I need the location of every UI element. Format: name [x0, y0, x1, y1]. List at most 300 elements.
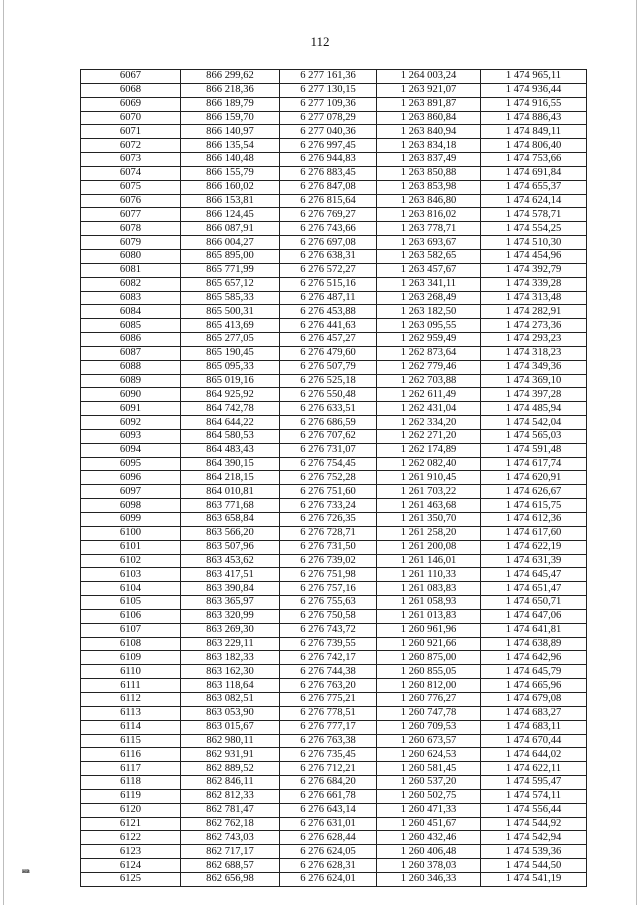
table-row	[81, 748, 587, 762]
table-row	[81, 762, 587, 776]
y-coordinate-cell: 6 277 040,36	[280, 125, 377, 139]
y-msk-cell: 1 474 339,28	[481, 277, 587, 291]
y-msk-cell: 1 474 454,96	[481, 249, 587, 263]
point-number-cell: 6118	[81, 776, 181, 790]
y-msk-cell: 1 474 683,27	[481, 706, 587, 720]
point-number-cell: 6091	[81, 402, 181, 416]
y-coordinate-cell: 6 276 525,18	[280, 374, 377, 388]
x-msk-cell: 1 262 959,49	[377, 333, 481, 347]
point-number-cell: 6124	[81, 859, 181, 873]
point-number-cell: 6084	[81, 305, 181, 319]
x-msk-cell: 1 263 816,02	[377, 208, 481, 222]
y-msk-cell: 1 474 655,37	[481, 180, 587, 194]
x-coordinate-cell: 863 453,62	[181, 554, 280, 568]
table-row	[81, 554, 587, 568]
y-msk-cell: 1 474 565,03	[481, 429, 587, 443]
x-coordinate-cell: 862 931,91	[181, 748, 280, 762]
x-coordinate-cell: 862 688,57	[181, 859, 280, 873]
y-msk-cell: 1 474 620,91	[481, 471, 587, 485]
table-row	[81, 776, 587, 790]
y-coordinate-cell: 6 276 628,44	[280, 831, 377, 845]
x-coordinate-cell: 866 153,81	[181, 194, 280, 208]
point-number-cell: 6076	[81, 194, 181, 208]
x-coordinate-cell: 866 140,48	[181, 153, 280, 167]
y-msk-cell: 1 474 544,92	[481, 817, 587, 831]
point-number-cell: 6072	[81, 139, 181, 153]
point-number-cell: 6107	[81, 623, 181, 637]
y-coordinate-cell: 6 276 550,48	[280, 388, 377, 402]
y-msk-cell: 1 474 392,79	[481, 263, 587, 277]
y-msk-cell: 1 474 554,25	[481, 222, 587, 236]
x-coordinate-cell: 865 585,33	[181, 291, 280, 305]
point-number-cell: 6099	[81, 513, 181, 527]
y-coordinate-cell: 6 276 744,38	[280, 665, 377, 679]
table-row	[81, 637, 587, 651]
y-msk-cell: 1 474 544,50	[481, 859, 587, 873]
y-coordinate-cell: 6 276 743,72	[280, 623, 377, 637]
x-msk-cell: 1 264 003,24	[377, 70, 481, 84]
y-msk-cell: 1 474 645,47	[481, 568, 587, 582]
point-number-cell: 6109	[81, 651, 181, 665]
x-msk-cell: 1 260 961,96	[377, 623, 481, 637]
y-msk-cell: 1 474 916,55	[481, 97, 587, 111]
point-number-cell: 6098	[81, 499, 181, 513]
x-coordinate-cell: 863 082,51	[181, 692, 280, 706]
y-coordinate-cell: 6 276 944,83	[280, 153, 377, 167]
y-coordinate-cell: 6 276 707,62	[280, 429, 377, 443]
x-msk-cell: 1 262 703,88	[377, 374, 481, 388]
coordinates-table-body	[81, 70, 587, 887]
x-msk-cell: 1 263 341,11	[377, 277, 481, 291]
y-coordinate-cell: 6 277 161,36	[280, 70, 377, 84]
table-row	[81, 651, 587, 665]
y-coordinate-cell: 6 276 752,28	[280, 471, 377, 485]
table-row	[81, 319, 587, 333]
x-msk-cell: 1 261 200,08	[377, 540, 481, 554]
y-msk-cell: 1 474 273,36	[481, 319, 587, 333]
x-msk-cell: 1 261 146,01	[377, 554, 481, 568]
point-number-cell: 6071	[81, 125, 181, 139]
y-msk-cell: 1 474 936,44	[481, 83, 587, 97]
x-coordinate-cell: 863 162,30	[181, 665, 280, 679]
x-coordinate-cell: 866 189,79	[181, 97, 280, 111]
y-msk-cell: 1 474 542,04	[481, 416, 587, 430]
point-number-cell: 6093	[81, 429, 181, 443]
point-number-cell: 6114	[81, 720, 181, 734]
x-msk-cell: 1 263 921,07	[377, 83, 481, 97]
y-coordinate-cell: 6 276 815,64	[280, 194, 377, 208]
y-msk-cell: 1 474 647,06	[481, 609, 587, 623]
table-row	[81, 609, 587, 623]
point-number-cell: 6112	[81, 692, 181, 706]
table-row	[81, 194, 587, 208]
x-msk-cell: 1 260 378,03	[377, 859, 481, 873]
point-number-cell: 6067	[81, 70, 181, 84]
x-coordinate-cell: 863 390,84	[181, 582, 280, 596]
x-msk-cell: 1 263 891,87	[377, 97, 481, 111]
point-number-cell: 6111	[81, 679, 181, 693]
y-msk-cell: 1 474 617,60	[481, 526, 587, 540]
x-msk-cell: 1 263 853,98	[377, 180, 481, 194]
point-number-cell: 6116	[81, 748, 181, 762]
y-msk-cell: 1 474 578,71	[481, 208, 587, 222]
x-coordinate-cell: 863 566,20	[181, 526, 280, 540]
point-number-cell: 6100	[81, 526, 181, 540]
x-coordinate-cell: 862 812,33	[181, 789, 280, 803]
point-number-cell: 6115	[81, 734, 181, 748]
point-number-cell: 6092	[81, 416, 181, 430]
y-coordinate-cell: 6 276 751,98	[280, 568, 377, 582]
point-number-cell: 6097	[81, 485, 181, 499]
y-coordinate-cell: 6 276 778,51	[280, 706, 377, 720]
table-row	[81, 513, 587, 527]
x-msk-cell: 1 262 271,20	[377, 429, 481, 443]
x-msk-cell: 1 260 747,78	[377, 706, 481, 720]
table-row	[81, 803, 587, 817]
x-coordinate-cell: 866 124,45	[181, 208, 280, 222]
table-row	[81, 471, 587, 485]
table-row	[81, 291, 587, 305]
table-row	[81, 540, 587, 554]
table-row	[81, 582, 587, 596]
x-msk-cell: 1 263 095,55	[377, 319, 481, 333]
table-row	[81, 831, 587, 845]
point-number-cell: 6119	[81, 789, 181, 803]
y-coordinate-cell: 6 276 628,31	[280, 859, 377, 873]
y-msk-cell: 1 474 691,84	[481, 166, 587, 180]
point-number-cell: 6086	[81, 333, 181, 347]
y-coordinate-cell: 6 277 130,15	[280, 83, 377, 97]
y-msk-cell: 1 474 369,10	[481, 374, 587, 388]
point-number-cell: 6122	[81, 831, 181, 845]
y-msk-cell: 1 474 282,91	[481, 305, 587, 319]
y-coordinate-cell: 6 276 726,35	[280, 513, 377, 527]
y-msk-cell: 1 474 965,11	[481, 70, 587, 84]
x-msk-cell: 1 262 431,04	[377, 402, 481, 416]
scan-edge-right	[636, 0, 637, 905]
y-coordinate-cell: 6 276 735,45	[280, 748, 377, 762]
x-coordinate-cell: 864 390,15	[181, 457, 280, 471]
x-coordinate-cell: 864 483,43	[181, 443, 280, 457]
y-msk-cell: 1 474 574,11	[481, 789, 587, 803]
x-msk-cell: 1 263 457,67	[377, 263, 481, 277]
y-msk-cell: 1 474 849,11	[481, 125, 587, 139]
table-row	[81, 429, 587, 443]
x-msk-cell: 1 263 837,49	[377, 153, 481, 167]
y-coordinate-cell: 6 276 754,45	[280, 457, 377, 471]
x-coordinate-cell: 863 771,68	[181, 499, 280, 513]
x-msk-cell: 1 260 537,20	[377, 776, 481, 790]
table-row	[81, 720, 587, 734]
x-msk-cell: 1 261 703,22	[377, 485, 481, 499]
point-number-cell: 6102	[81, 554, 181, 568]
x-msk-cell: 1 260 406,48	[377, 845, 481, 859]
point-number-cell: 6075	[81, 180, 181, 194]
point-number-cell: 6077	[81, 208, 181, 222]
y-msk-cell: 1 474 556,44	[481, 803, 587, 817]
y-msk-cell: 1 474 645,79	[481, 665, 587, 679]
table-row	[81, 374, 587, 388]
y-msk-cell: 1 474 642,96	[481, 651, 587, 665]
table-row	[81, 277, 587, 291]
x-msk-cell: 1 262 873,64	[377, 346, 481, 360]
y-msk-cell: 1 474 679,08	[481, 692, 587, 706]
x-msk-cell: 1 260 812,00	[377, 679, 481, 693]
x-msk-cell: 1 260 432,46	[377, 831, 481, 845]
x-coordinate-cell: 862 846,11	[181, 776, 280, 790]
x-msk-cell: 1 260 502,75	[377, 789, 481, 803]
x-coordinate-cell: 866 140,97	[181, 125, 280, 139]
y-coordinate-cell: 6 276 515,16	[280, 277, 377, 291]
y-coordinate-cell: 6 276 739,02	[280, 554, 377, 568]
table-row	[81, 249, 587, 263]
y-coordinate-cell: 6 276 742,17	[280, 651, 377, 665]
y-msk-cell: 1 474 510,30	[481, 236, 587, 250]
point-number-cell: 6108	[81, 637, 181, 651]
point-number-cell: 6113	[81, 706, 181, 720]
x-coordinate-cell: 865 277,05	[181, 333, 280, 347]
y-coordinate-cell: 6 276 457,27	[280, 333, 377, 347]
table-row	[81, 305, 587, 319]
table-row	[81, 360, 587, 374]
x-msk-cell: 1 263 778,71	[377, 222, 481, 236]
page-number: 112	[310, 34, 330, 49]
y-coordinate-cell: 6 276 997,45	[280, 139, 377, 153]
table-row	[81, 443, 587, 457]
table-row	[81, 845, 587, 859]
point-number-cell: 6081	[81, 263, 181, 277]
y-coordinate-cell: 6 276 731,50	[280, 540, 377, 554]
table-row	[81, 70, 587, 84]
table-row	[81, 568, 587, 582]
x-coordinate-cell: 864 580,53	[181, 429, 280, 443]
x-coordinate-cell: 863 658,84	[181, 513, 280, 527]
x-msk-cell: 1 261 013,83	[377, 609, 481, 623]
y-coordinate-cell: 6 276 643,14	[280, 803, 377, 817]
x-coordinate-cell: 863 269,30	[181, 623, 280, 637]
y-msk-cell: 1 474 349,36	[481, 360, 587, 374]
x-coordinate-cell: 866 004,27	[181, 236, 280, 250]
x-msk-cell: 1 262 334,20	[377, 416, 481, 430]
table-row	[81, 679, 587, 693]
y-coordinate-cell: 6 276 638,31	[280, 249, 377, 263]
x-coordinate-cell: 866 159,70	[181, 111, 280, 125]
y-msk-cell: 1 474 622,11	[481, 762, 587, 776]
x-msk-cell: 1 263 693,67	[377, 236, 481, 250]
y-coordinate-cell: 6 276 777,17	[280, 720, 377, 734]
y-msk-cell: 1 474 485,94	[481, 402, 587, 416]
table-row	[81, 416, 587, 430]
y-coordinate-cell: 6 276 624,05	[280, 845, 377, 859]
x-msk-cell: 1 261 083,83	[377, 582, 481, 596]
y-coordinate-cell: 6 276 712,21	[280, 762, 377, 776]
y-msk-cell: 1 474 539,36	[481, 845, 587, 859]
y-coordinate-cell: 6 276 739,55	[280, 637, 377, 651]
table-row	[81, 166, 587, 180]
point-number-cell: 6080	[81, 249, 181, 263]
point-number-cell: 6121	[81, 817, 181, 831]
table-row	[81, 263, 587, 277]
point-number-cell: 6103	[81, 568, 181, 582]
y-coordinate-cell: 6 277 078,29	[280, 111, 377, 125]
x-coordinate-cell: 864 218,15	[181, 471, 280, 485]
table-row	[81, 734, 587, 748]
point-number-cell: 6079	[81, 236, 181, 250]
x-msk-cell: 1 260 624,53	[377, 748, 481, 762]
y-coordinate-cell: 6 276 479,60	[280, 346, 377, 360]
y-msk-cell: 1 474 591,48	[481, 443, 587, 457]
point-number-cell: 6088	[81, 360, 181, 374]
x-msk-cell: 1 260 855,05	[377, 665, 481, 679]
x-coordinate-cell: 863 053,90	[181, 706, 280, 720]
y-coordinate-cell: 6 276 507,79	[280, 360, 377, 374]
x-coordinate-cell: 864 010,81	[181, 485, 280, 499]
y-coordinate-cell: 6 277 109,36	[280, 97, 377, 111]
y-msk-cell: 1 474 612,36	[481, 513, 587, 527]
point-number-cell: 6073	[81, 153, 181, 167]
point-number-cell: 6090	[81, 388, 181, 402]
x-msk-cell: 1 262 082,40	[377, 457, 481, 471]
y-coordinate-cell: 6 276 624,01	[280, 872, 377, 886]
y-msk-cell: 1 474 313,48	[481, 291, 587, 305]
y-coordinate-cell: 6 276 763,38	[280, 734, 377, 748]
y-coordinate-cell: 6 276 697,08	[280, 236, 377, 250]
scan-edge-left	[3, 0, 4, 905]
y-msk-cell: 1 474 670,44	[481, 734, 587, 748]
table-row	[81, 97, 587, 111]
x-msk-cell: 1 260 921,66	[377, 637, 481, 651]
x-coordinate-cell: 866 087,91	[181, 222, 280, 236]
x-msk-cell: 1 260 471,33	[377, 803, 481, 817]
x-msk-cell: 1 261 350,70	[377, 513, 481, 527]
table-row	[81, 208, 587, 222]
y-msk-cell: 1 474 641,81	[481, 623, 587, 637]
point-number-cell: 6106	[81, 609, 181, 623]
point-number-cell: 6123	[81, 845, 181, 859]
point-number-cell: 6085	[81, 319, 181, 333]
point-number-cell: 6087	[81, 346, 181, 360]
x-coordinate-cell: 862 717,17	[181, 845, 280, 859]
x-coordinate-cell: 863 507,96	[181, 540, 280, 554]
y-coordinate-cell: 6 276 661,78	[280, 789, 377, 803]
table-row	[81, 789, 587, 803]
y-coordinate-cell: 6 276 731,07	[280, 443, 377, 457]
point-number-cell: 6078	[81, 222, 181, 236]
y-coordinate-cell: 6 276 743,66	[280, 222, 377, 236]
point-number-cell: 6094	[81, 443, 181, 457]
x-msk-cell: 1 260 346,33	[377, 872, 481, 886]
x-coordinate-cell: 865 657,12	[181, 277, 280, 291]
point-number-cell: 6104	[81, 582, 181, 596]
point-number-cell: 6101	[81, 540, 181, 554]
x-msk-cell: 1 263 846,80	[377, 194, 481, 208]
table-row	[81, 180, 587, 194]
y-msk-cell: 1 474 683,11	[481, 720, 587, 734]
x-msk-cell: 1 261 463,68	[377, 499, 481, 513]
x-msk-cell: 1 263 268,49	[377, 291, 481, 305]
y-coordinate-cell: 6 276 847,08	[280, 180, 377, 194]
x-msk-cell: 1 263 860,84	[377, 111, 481, 125]
x-msk-cell: 1 260 875,00	[377, 651, 481, 665]
coordinates-table	[80, 69, 587, 887]
x-coordinate-cell: 866 160,02	[181, 180, 280, 194]
x-msk-cell: 1 263 840,94	[377, 125, 481, 139]
x-coordinate-cell: 865 095,33	[181, 360, 280, 374]
x-msk-cell: 1 261 058,93	[377, 596, 481, 610]
x-msk-cell: 1 261 110,33	[377, 568, 481, 582]
point-number-cell: 6089	[81, 374, 181, 388]
y-coordinate-cell: 6 276 684,20	[280, 776, 377, 790]
y-coordinate-cell: 6 276 441,63	[280, 319, 377, 333]
y-msk-cell: 1 474 293,23	[481, 333, 587, 347]
x-msk-cell: 1 262 611,49	[377, 388, 481, 402]
point-number-cell: 6110	[81, 665, 181, 679]
point-number-cell: 6125	[81, 872, 181, 886]
y-msk-cell: 1 474 318,23	[481, 346, 587, 360]
point-number-cell: 6068	[81, 83, 181, 97]
table-row	[81, 665, 587, 679]
y-coordinate-cell: 6 276 728,71	[280, 526, 377, 540]
x-coordinate-cell: 863 182,33	[181, 651, 280, 665]
y-coordinate-cell: 6 276 757,16	[280, 582, 377, 596]
table-row	[81, 139, 587, 153]
x-msk-cell: 1 260 709,53	[377, 720, 481, 734]
x-coordinate-cell: 865 413,69	[181, 319, 280, 333]
y-msk-cell: 1 474 886,43	[481, 111, 587, 125]
table-row	[81, 153, 587, 167]
x-coordinate-cell: 863 229,11	[181, 637, 280, 651]
point-number-cell: 6069	[81, 97, 181, 111]
y-coordinate-cell: 6 276 733,24	[280, 499, 377, 513]
point-number-cell: 6120	[81, 803, 181, 817]
x-msk-cell: 1 261 910,45	[377, 471, 481, 485]
table-row	[81, 859, 587, 873]
table-row	[81, 706, 587, 720]
point-number-cell: 6095	[81, 457, 181, 471]
x-msk-cell: 1 263 182,50	[377, 305, 481, 319]
y-coordinate-cell: 6 276 755,63	[280, 596, 377, 610]
table-row	[81, 623, 587, 637]
y-coordinate-cell: 6 276 453,88	[280, 305, 377, 319]
y-msk-cell: 1 474 753,66	[481, 153, 587, 167]
x-msk-cell: 1 260 673,57	[377, 734, 481, 748]
point-number-cell: 6117	[81, 762, 181, 776]
x-coordinate-cell: 862 656,98	[181, 872, 280, 886]
table-row	[81, 388, 587, 402]
y-msk-cell: 1 474 595,47	[481, 776, 587, 790]
y-msk-cell: 1 474 397,28	[481, 388, 587, 402]
y-msk-cell: 1 474 665,96	[481, 679, 587, 693]
x-coordinate-cell: 865 771,99	[181, 263, 280, 277]
y-msk-cell: 1 474 624,14	[481, 194, 587, 208]
x-coordinate-cell: 863 015,67	[181, 720, 280, 734]
footer-mark: нв	[22, 867, 30, 875]
table-row	[81, 111, 587, 125]
y-coordinate-cell: 6 276 751,60	[280, 485, 377, 499]
y-coordinate-cell: 6 276 775,21	[280, 692, 377, 706]
table-row	[81, 596, 587, 610]
x-coordinate-cell: 862 743,03	[181, 831, 280, 845]
point-number-cell: 6074	[81, 166, 181, 180]
x-coordinate-cell: 862 762,18	[181, 817, 280, 831]
x-coordinate-cell: 862 781,47	[181, 803, 280, 817]
point-number-cell: 6082	[81, 277, 181, 291]
y-coordinate-cell: 6 276 769,27	[280, 208, 377, 222]
y-msk-cell: 1 474 615,75	[481, 499, 587, 513]
y-msk-cell: 1 474 542,94	[481, 831, 587, 845]
table-row	[81, 236, 587, 250]
x-msk-cell: 1 260 451,67	[377, 817, 481, 831]
